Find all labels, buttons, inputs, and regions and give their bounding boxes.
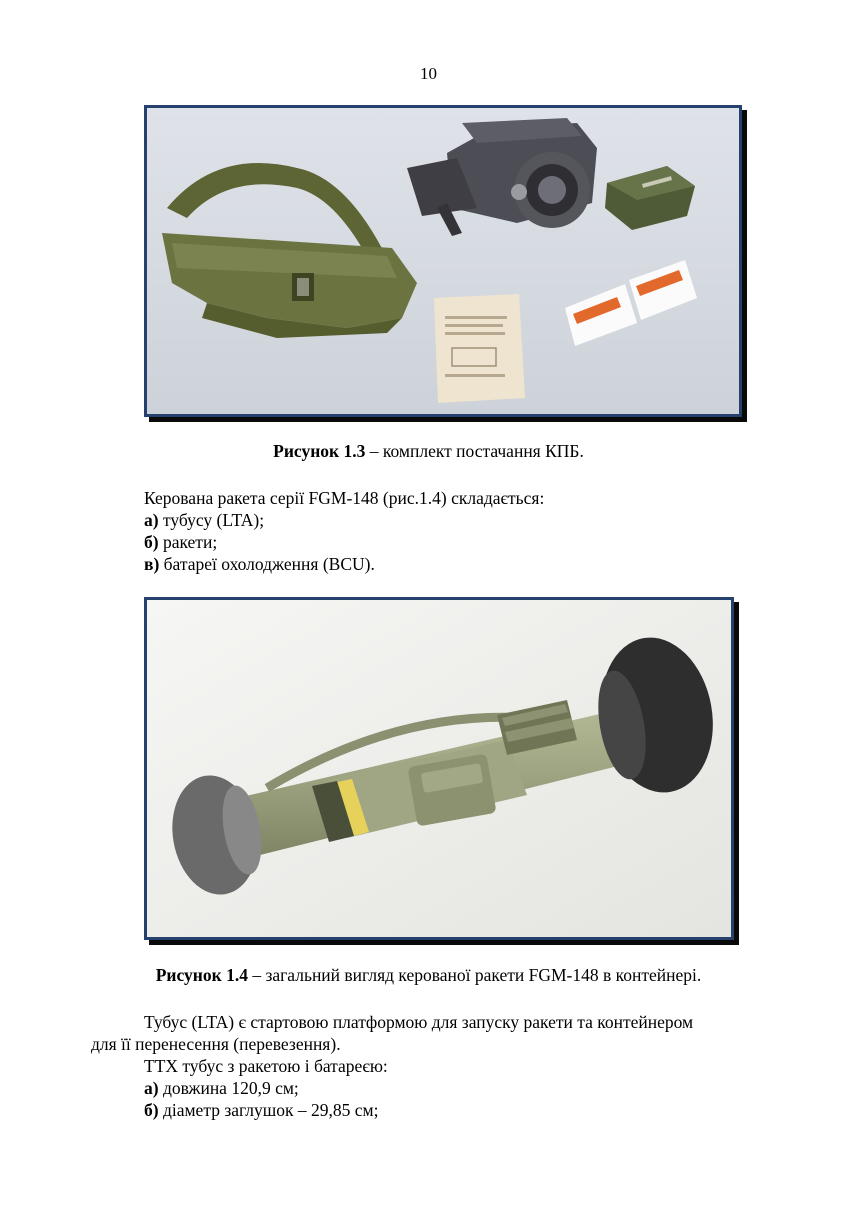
- intro-sentence: Керована ракета серії FGM-148 (рис.1.4) складається:: [144, 488, 545, 508]
- figure-1-3-caption: [0, 441, 857, 462]
- intro-item-marker: б): [144, 532, 159, 552]
- manual-document: [434, 294, 525, 403]
- intro-item-marker: в): [144, 554, 160, 574]
- intro-item-b: [144, 531, 217, 553]
- ttx-item-marker: б): [144, 1100, 159, 1120]
- figure-1-4-label: Рисунок 1.4: [155, 965, 248, 985]
- figure-1-4-caption: [0, 965, 857, 986]
- ttx-item-b: [144, 1099, 378, 1121]
- ttx-item-text: діаметр заглушок – 29,85 см;: [158, 1100, 379, 1120]
- ttx-heading: ТТХ тубус з ракетою і батареєю:: [144, 1056, 388, 1076]
- intro-item-marker: а): [144, 510, 159, 530]
- ttx-item-a: [144, 1077, 299, 1099]
- ttx-item-marker: а): [144, 1078, 159, 1098]
- intro-item-text: тубусу (LTA);: [158, 510, 265, 530]
- intro-item-c: [144, 553, 375, 575]
- figure-1-4-caption-text: – загальний вигляд керованої ракети FGM-148 в контейнері.: [247, 965, 702, 985]
- tube-paragraph-line2: для її перенесення (перевезення).: [91, 1034, 341, 1054]
- figure-1-4-photo: [144, 597, 734, 940]
- figure-1-3-label: Рисунок 1.3: [273, 441, 366, 461]
- launch-tube-illustration: [147, 600, 731, 937]
- page-number: 10: [420, 64, 437, 83]
- intro-item-a: [144, 509, 264, 531]
- tube-paragraph-line1: Тубус (LTA) є стартовою платформою для запуску ракети та контейнером: [144, 1012, 694, 1032]
- intro-item-text: батареї охолодження (BCU).: [159, 554, 375, 574]
- intro-item-text: ракети;: [158, 532, 218, 552]
- figure-1-3-photo: [144, 105, 742, 417]
- figure-1-3-caption-text: – комплект постачання КПБ.: [365, 441, 584, 461]
- ttx-item-text: довжина 120,9 см;: [158, 1078, 299, 1098]
- clu-kit-illustration: [147, 108, 739, 414]
